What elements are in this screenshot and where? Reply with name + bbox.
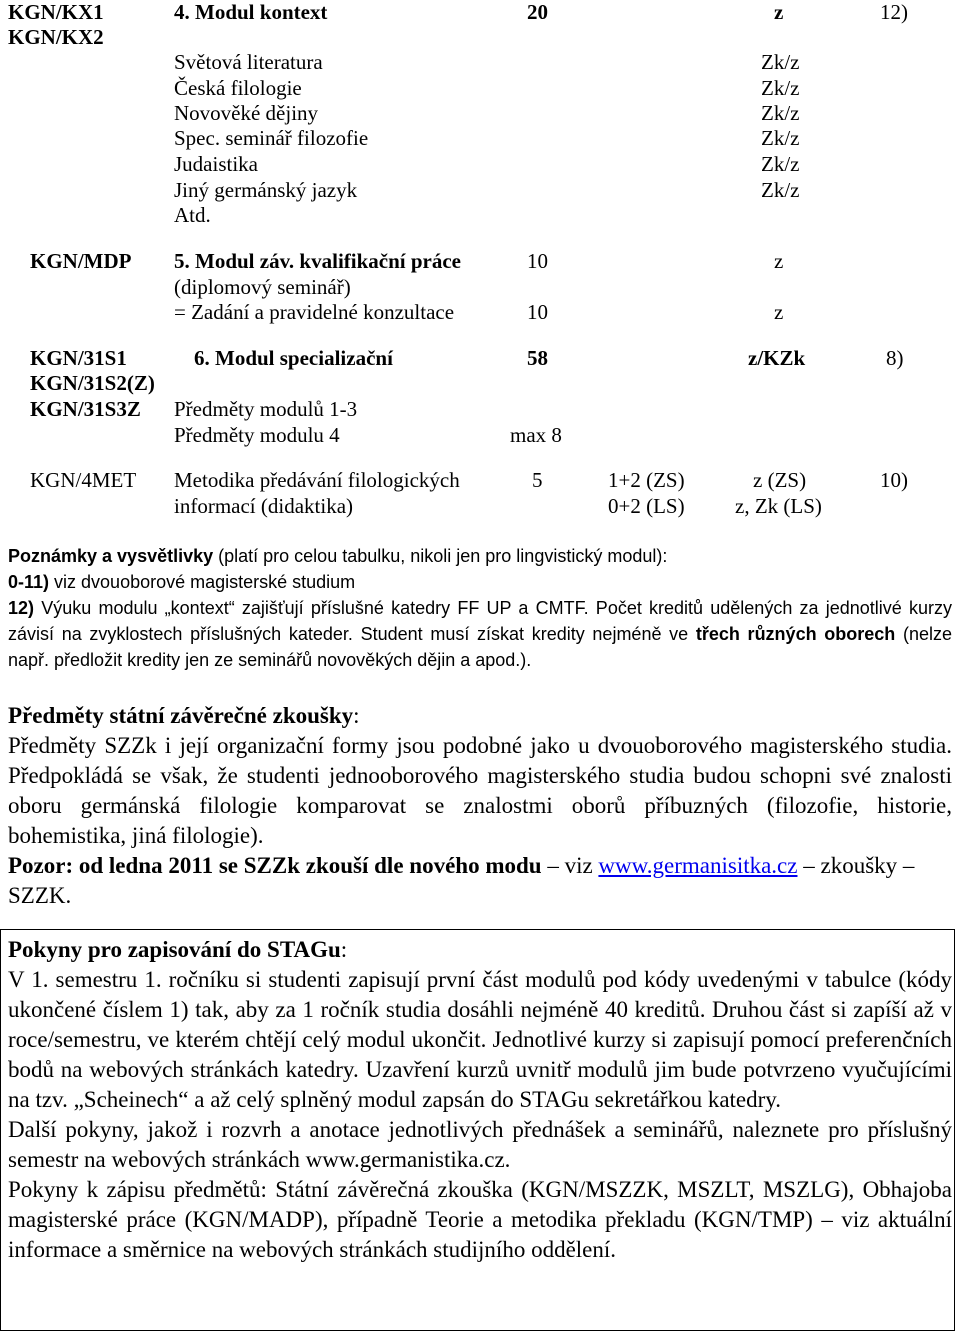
course-name: Česká filologie xyxy=(174,76,302,100)
module-mdp-credits: 10 xyxy=(527,249,548,273)
course-name: Atd. xyxy=(174,203,211,227)
module-spec-sub2-credits: max 8 xyxy=(510,423,562,447)
module-mdp-title2: (diplomový seminář) xyxy=(174,275,351,299)
course-completion: Zk/z xyxy=(761,101,800,125)
notes-heading: Poznámky a vysvětlivky xyxy=(8,546,214,566)
szzk-notice: Pozor: od ledna 2011 se SZZk zkouší dle nového modu xyxy=(8,853,542,878)
module-met-title2: informací (didaktika) xyxy=(174,494,354,518)
szzk-section xyxy=(8,701,952,911)
stag-heading-rest: : xyxy=(340,937,348,962)
note-0-11-text: viz dvouoborové magisterské studium xyxy=(49,572,356,592)
course-name: Světová literatura xyxy=(174,50,323,74)
module-kontext-credits: 20 xyxy=(527,0,548,24)
module-spec-completion: z/KZk xyxy=(748,346,806,370)
module-spec-title: 6. Modul specializační xyxy=(194,346,393,370)
stag-paragraph-2: Další pokyny, jakož i rozvrh a anotace jednotlivých přednášek a seminářů, naleznete pro příslušný semestr na webových stránkách www.germanistika.cz. xyxy=(8,1117,952,1172)
module-kontext-title: 4. Modul kontext xyxy=(174,0,328,24)
note-12-text-b: (nelze např. předložit kredity jen ze seminářů novověkých dějin a apod.). xyxy=(8,624,952,670)
module-kontext-note: 12) xyxy=(880,0,908,24)
module-spec-note: 8) xyxy=(886,346,904,370)
module-spec-sub1: Předměty modulů 1-3 xyxy=(174,397,358,421)
module-met-hours2: 0+2 (LS) xyxy=(608,494,685,518)
note-12-text-a: Výuku modulu „kontext“ zajišťují příslušné katedry FF UP a CMTF. Počet kreditů udělených za jednotlivé kurzy závisí na zvyklostech příslušných kateder. Student musí získat kredity nejméně ve xyxy=(8,598,952,644)
code-31s3: KGN/31S3Z xyxy=(30,397,141,421)
module-mdp-sub: = Zadání a pravidelné konzultace xyxy=(174,300,455,324)
course-completion: Zk/z xyxy=(761,50,800,74)
module-mdp-title-text: 5. Modul záv. kvalifikační práce xyxy=(174,249,462,273)
course-name: Novověké dějiny xyxy=(174,101,319,125)
module-met-completion1: z (ZS) xyxy=(753,468,807,492)
code-kx2: KGN/KX2 xyxy=(8,25,104,49)
code-4met: KGN/4MET xyxy=(30,468,137,492)
module-met-title1: Metodika předávání filologických xyxy=(174,468,460,492)
module-mdp-title xyxy=(174,251,461,272)
szzk-heading-rest: : xyxy=(353,703,360,728)
code-kx1: KGN/KX1 xyxy=(8,0,104,24)
szzk-paragraph: Předměty SZZk i její organizační formy jsou podobné jako u dvouoborového magisterského studia. Předpokládá se však, že studenti jednooborového magisterského studia budou schopni své znalosti oboru germánská filologie komparovat se znalostmi oborů příbuzných (filozofie, historie, bohemistika, jiná filologie). xyxy=(8,733,952,848)
module-mdp-sub-completion: z xyxy=(774,300,784,324)
stag-section xyxy=(8,935,952,1265)
stag-paragraph-1: V 1. semestru 1. ročníku si studenti zapisují první část modulů pod kódy uvedenými v tabulce (kódy ukončené číslem 1) tak, aby za 1 ročník studia dosáhli nejméně 40 kreditů. Druhou část si zapíší až v roce/semestru, ve kterém chtějí celý modul ukončit. Jednotlivé kurzy si zapisují pomocí preferenčních bodů na webových stránkách katedry. Uzavření kurzů uvnitř modulů jim bude potvrzeno vyučujícími na tzv. „Scheinech“ a až celý splněný modul zapsán do STAGu sekretářkou katedry. xyxy=(8,967,952,1112)
code-mdp: KGN/MDP xyxy=(30,249,132,273)
module-spec-sub2: Předměty modulu 4 xyxy=(174,423,340,447)
szzk-notice-end: – zkoušky – SZZK. xyxy=(8,853,915,908)
szzk-heading: Předměty státní závěrečné zkoušky xyxy=(8,703,354,728)
course-completion: Zk/z xyxy=(761,126,800,150)
module-kontext-completion: z xyxy=(774,0,784,24)
module-mdp-completion: z xyxy=(774,249,784,273)
notes-heading-rest: (platí pro celou tabulku, nikoli jen pro lingvistický modul): xyxy=(213,546,668,566)
stag-paragraph-3: Pokyny k zápisu předmětů: Státní závěrečná zkouška (KGN/MSZZK, MSZLT, MSZLG), Obhajoba magisterské práce (KGN/MADP), případně Teorie a metodika překladu (KGN/TMP) – viz aktuální informace a směrnice na webových stránkách studijního oddělení. xyxy=(8,1177,952,1262)
note-12-bold: třech různých oborech xyxy=(695,624,896,644)
module-spec-credits: 58 xyxy=(527,346,548,370)
module-met-note: 10) xyxy=(880,468,908,492)
course-name: Judaistika xyxy=(174,152,258,176)
module-met-credits: 5 xyxy=(532,468,543,492)
course-completion: Zk/z xyxy=(761,152,800,176)
module-met-completion2: z, Zk (LS) xyxy=(735,494,822,518)
germanistika-link[interactable]: www.germanisitka.cz xyxy=(598,853,798,878)
course-completion: Zk/z xyxy=(761,178,800,202)
course-name: Jiný germánský jazyk xyxy=(174,178,358,202)
course-name: Spec. seminář filozofie xyxy=(174,126,369,150)
notes-section xyxy=(8,543,952,673)
szzk-notice-mid: – viz xyxy=(541,853,599,878)
module-mdp-sub-credits: 10 xyxy=(527,300,548,324)
note-0-11-label: 0-11) xyxy=(8,572,50,592)
stag-heading: Pokyny pro zapisování do STAGu xyxy=(8,937,341,962)
note-12-label: 12) xyxy=(8,598,35,618)
module-met-hours1: 1+2 (ZS) xyxy=(608,468,685,492)
code-31s1: KGN/31S1 xyxy=(30,346,127,370)
course-completion: Zk/z xyxy=(761,76,800,100)
code-31s2: KGN/31S2(Z) xyxy=(30,371,155,395)
